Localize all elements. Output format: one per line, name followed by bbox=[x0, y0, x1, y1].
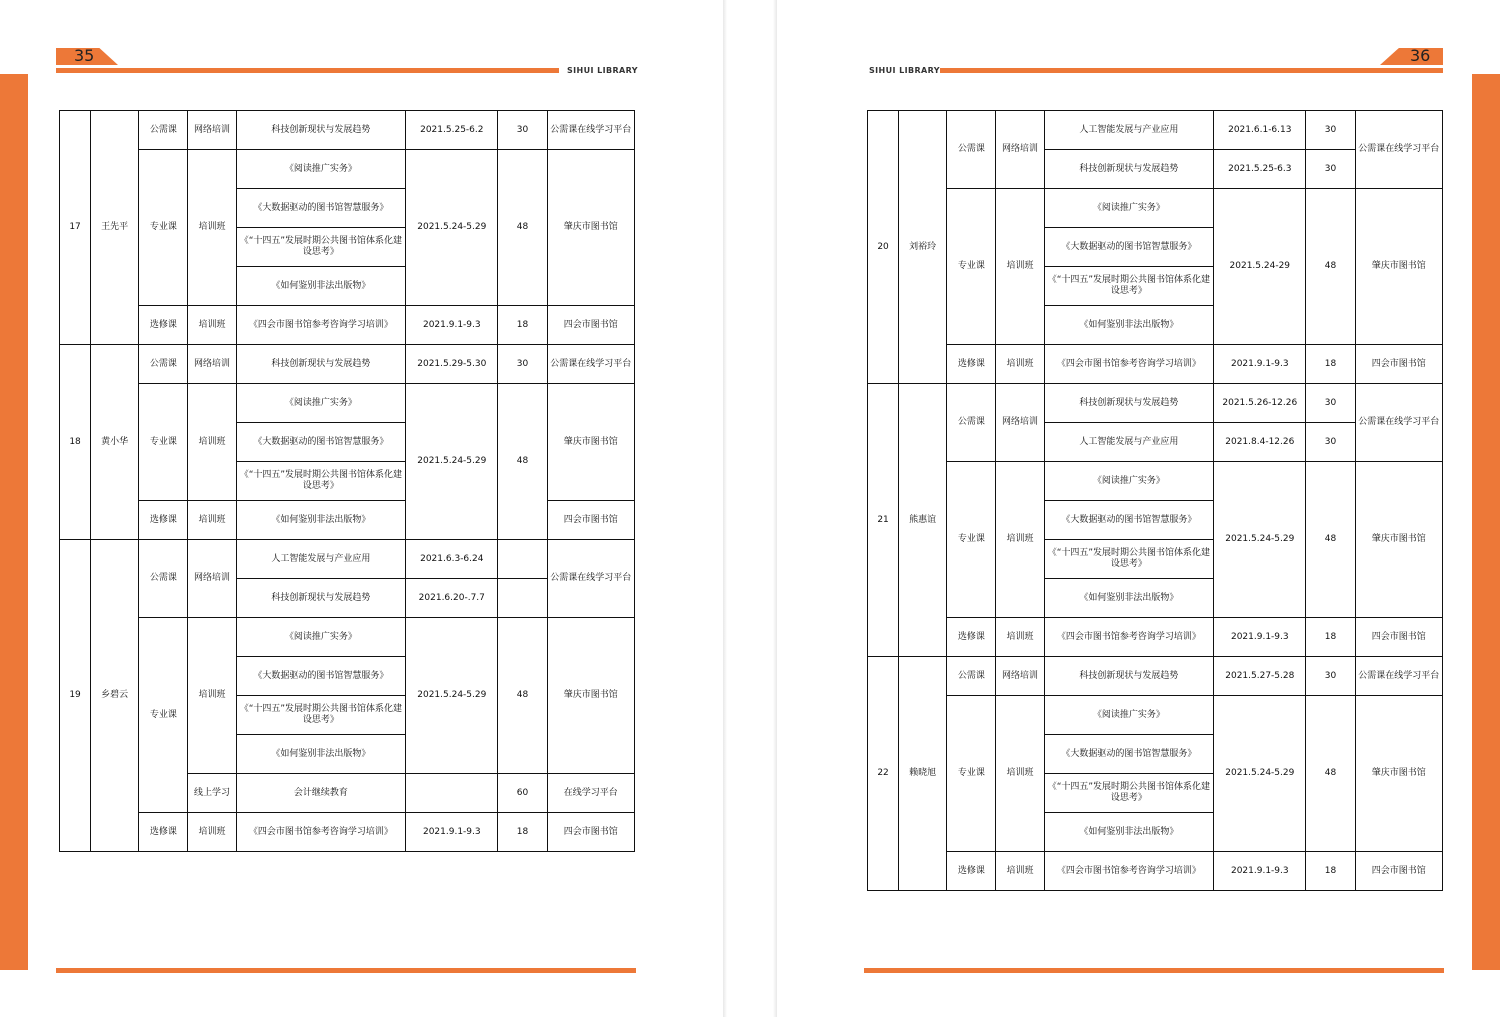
table-row bbox=[868, 657, 1443, 696]
training-form: 培训班 bbox=[996, 462, 1044, 618]
course-date: 2021.5.24-29 bbox=[1214, 189, 1306, 345]
course-date: 2021.9.1-9.3 bbox=[406, 813, 498, 852]
course-date: 2021.5.24-5.29 bbox=[406, 618, 498, 774]
training-form: 培训班 bbox=[996, 189, 1044, 345]
course-date: 2021.9.1-9.3 bbox=[1214, 852, 1306, 891]
left-training-table bbox=[59, 110, 635, 852]
course-type: 专业课 bbox=[947, 189, 996, 345]
table-row bbox=[60, 111, 635, 150]
course-venue: 肇庆市图书馆 bbox=[547, 150, 634, 306]
course-content: 《大数据驱动的图书馆智慧服务》 bbox=[1044, 735, 1214, 774]
course-content: 《“十四五”发展时期公共图书馆体系化建设思考》 bbox=[1044, 540, 1214, 579]
course-type: 选修课 bbox=[947, 618, 996, 657]
training-form: 培训班 bbox=[996, 345, 1044, 384]
course-content: 《如何鉴别非法出版物》 bbox=[1044, 579, 1214, 618]
course-venue: 公需课在线学习平台 bbox=[1355, 657, 1442, 696]
course-hours: 30 bbox=[1306, 150, 1355, 189]
course-venue: 公需课在线学习平台 bbox=[547, 540, 634, 618]
course-content: 《“十四五”发展时期公共图书馆体系化建设思考》 bbox=[236, 462, 406, 501]
table-row bbox=[60, 150, 635, 189]
course-type: 选修课 bbox=[947, 345, 996, 384]
training-form: 培训班 bbox=[188, 813, 236, 852]
course-date: 2021.6.20-.7.7 bbox=[406, 579, 498, 618]
row-number: 20 bbox=[868, 111, 899, 384]
course-content: 《阅读推广实务》 bbox=[1044, 696, 1214, 735]
course-date: 2021.5.26-12.26 bbox=[1214, 384, 1306, 423]
person-name: 刘裕玲 bbox=[899, 111, 947, 384]
course-hours: 18 bbox=[1306, 618, 1355, 657]
course-venue: 四会市图书馆 bbox=[547, 813, 634, 852]
table-row bbox=[868, 618, 1443, 657]
course-content: 《四会市图书馆参考咨询学习培训》 bbox=[1044, 618, 1214, 657]
course-hours: 30 bbox=[1306, 657, 1355, 696]
training-form: 培训班 bbox=[996, 618, 1044, 657]
course-date: 2021.5.24-5.29 bbox=[406, 150, 498, 306]
table-row bbox=[868, 345, 1443, 384]
course-hours bbox=[498, 579, 547, 618]
person-name: 赖晓旭 bbox=[899, 657, 947, 891]
course-content: 《“十四五”发展时期公共图书馆体系化建设思考》 bbox=[236, 696, 406, 735]
training-form: 网络培训 bbox=[996, 657, 1044, 696]
course-content: 《阅读推广实务》 bbox=[1044, 189, 1214, 228]
course-content: 科技创新现状与发展趋势 bbox=[236, 579, 406, 618]
course-hours: 48 bbox=[1306, 189, 1355, 345]
course-type: 专业课 bbox=[947, 462, 996, 618]
row-number: 21 bbox=[868, 384, 899, 657]
table-row bbox=[60, 813, 635, 852]
table-row bbox=[60, 501, 635, 540]
course-date: 2021.5.29-5.30 bbox=[406, 345, 498, 384]
training-form: 网络培训 bbox=[996, 384, 1044, 462]
course-content: 《四会市图书馆参考咨询学习培训》 bbox=[236, 306, 406, 345]
person-name: 黄小华 bbox=[91, 345, 139, 540]
course-content: 人工智能发展与产业应用 bbox=[1044, 423, 1214, 462]
course-venue: 肇庆市图书馆 bbox=[1355, 696, 1442, 852]
row-number: 17 bbox=[60, 111, 91, 345]
table-row bbox=[60, 618, 635, 657]
course-date: 2021.5.27-5.28 bbox=[1214, 657, 1306, 696]
course-content: 《“十四五”发展时期公共图书馆体系化建设思考》 bbox=[1044, 267, 1214, 306]
left-page-number: 35 bbox=[74, 46, 95, 65]
course-content: 《大数据驱动的图书馆智慧服务》 bbox=[1044, 228, 1214, 267]
course-venue: 肇庆市图书馆 bbox=[547, 618, 634, 774]
course-content: 《大数据驱动的图书馆智慧服务》 bbox=[236, 657, 406, 696]
course-content: 科技创新现状与发展趋势 bbox=[236, 345, 406, 384]
course-type: 选修课 bbox=[947, 852, 996, 891]
course-date: 2021.5.24-5.29 bbox=[406, 384, 498, 540]
course-venue: 四会市图书馆 bbox=[547, 306, 634, 345]
course-date: 2021.9.1-9.3 bbox=[1214, 345, 1306, 384]
course-content: 科技创新现状与发展趋势 bbox=[1044, 384, 1214, 423]
course-venue: 公需课在线学习平台 bbox=[1355, 111, 1442, 189]
book-spine-gutter bbox=[723, 0, 777, 1017]
course-hours: 48 bbox=[498, 384, 547, 540]
course-date: 2021.5.25-6.3 bbox=[1214, 150, 1306, 189]
right-footer-rule bbox=[864, 968, 1444, 973]
right-brand: SIHUI LIBRARY bbox=[869, 66, 940, 75]
table-row bbox=[60, 306, 635, 345]
row-number: 22 bbox=[868, 657, 899, 891]
person-name: 乡碧云 bbox=[91, 540, 139, 852]
course-date: 2021.5.24-5.29 bbox=[1214, 462, 1306, 618]
right-page-number: 36 bbox=[1410, 46, 1431, 65]
course-content: 《“十四五”发展时期公共图书馆体系化建设思考》 bbox=[1044, 774, 1214, 813]
training-form: 培训班 bbox=[996, 852, 1044, 891]
course-venue: 公需课在线学习平台 bbox=[547, 111, 634, 150]
course-venue: 四会市图书馆 bbox=[1355, 618, 1442, 657]
course-hours: 30 bbox=[1306, 384, 1355, 423]
course-hours: 48 bbox=[498, 150, 547, 306]
course-content: 《阅读推广实务》 bbox=[236, 618, 406, 657]
course-content: 《如何鉴别非法出版物》 bbox=[236, 501, 406, 540]
course-content: 《“十四五”发展时期公共图书馆体系化建设思考》 bbox=[236, 228, 406, 267]
training-form: 培训班 bbox=[996, 696, 1044, 852]
course-content: 《四会市图书馆参考咨询学习培训》 bbox=[1044, 345, 1214, 384]
course-type: 公需课 bbox=[947, 111, 996, 189]
training-form: 培训班 bbox=[188, 306, 236, 345]
course-content: 人工智能发展与产业应用 bbox=[1044, 111, 1214, 150]
course-venue: 四会市图书馆 bbox=[1355, 345, 1442, 384]
course-content: 《如何鉴别非法出版物》 bbox=[1044, 306, 1214, 345]
course-hours: 60 bbox=[498, 774, 547, 813]
course-content: 《大数据驱动的图书馆智慧服务》 bbox=[236, 189, 406, 228]
course-content: 《大数据驱动的图书馆智慧服务》 bbox=[236, 423, 406, 462]
left-side-bar bbox=[0, 74, 28, 970]
table-row bbox=[868, 189, 1443, 228]
course-venue: 肇庆市图书馆 bbox=[1355, 189, 1442, 345]
course-type: 公需课 bbox=[139, 345, 188, 384]
course-content: 科技创新现状与发展趋势 bbox=[1044, 150, 1214, 189]
left-header-rule bbox=[56, 68, 559, 73]
person-name: 王先平 bbox=[91, 111, 139, 345]
training-form: 网络培训 bbox=[188, 345, 236, 384]
course-hours: 18 bbox=[1306, 852, 1355, 891]
course-content: 《阅读推广实务》 bbox=[236, 384, 406, 423]
course-content: 《阅读推广实务》 bbox=[1044, 462, 1214, 501]
course-type: 选修课 bbox=[139, 306, 188, 345]
course-hours bbox=[498, 540, 547, 579]
course-venue: 公需课在线学习平台 bbox=[1355, 384, 1442, 462]
course-date: 2021.6.1-6.13 bbox=[1214, 111, 1306, 150]
left-page bbox=[0, 0, 723, 1017]
right-page bbox=[777, 0, 1500, 1017]
course-type: 选修课 bbox=[139, 501, 188, 540]
course-date: 2021.5.24-5.29 bbox=[1214, 696, 1306, 852]
course-hours: 30 bbox=[498, 345, 547, 384]
course-type: 专业课 bbox=[139, 150, 188, 306]
table-row bbox=[60, 345, 635, 384]
course-type: 专业课 bbox=[139, 384, 188, 501]
left-brand: SIHUI LIBRARY bbox=[567, 66, 638, 75]
table-row bbox=[868, 696, 1443, 735]
training-form: 培训班 bbox=[188, 501, 236, 540]
course-content: 人工智能发展与产业应用 bbox=[236, 540, 406, 579]
person-name: 熊惠谊 bbox=[899, 384, 947, 657]
course-hours: 48 bbox=[498, 618, 547, 774]
course-venue: 四会市图书馆 bbox=[1355, 852, 1442, 891]
training-form: 培训班 bbox=[188, 618, 236, 774]
course-date: 2021.8.4-12.26 bbox=[1214, 423, 1306, 462]
course-type: 公需课 bbox=[947, 657, 996, 696]
training-form: 培训班 bbox=[188, 150, 236, 306]
course-content: 《如何鉴别非法出版物》 bbox=[1044, 813, 1214, 852]
course-date bbox=[406, 774, 498, 813]
row-number: 19 bbox=[60, 540, 91, 852]
left-footer-rule bbox=[56, 968, 636, 973]
course-content: 《如何鉴别非法出版物》 bbox=[236, 267, 406, 306]
table-row bbox=[868, 111, 1443, 150]
training-form: 培训班 bbox=[188, 384, 236, 501]
training-form: 网络培训 bbox=[188, 540, 236, 618]
course-hours: 48 bbox=[1306, 696, 1355, 852]
training-form: 网络培训 bbox=[188, 111, 236, 150]
course-content: 《四会市图书馆参考咨询学习培训》 bbox=[236, 813, 406, 852]
course-hours: 30 bbox=[1306, 111, 1355, 150]
course-content: 《大数据驱动的图书馆智慧服务》 bbox=[1044, 501, 1214, 540]
course-content: 《四会市图书馆参考咨询学习培训》 bbox=[1044, 852, 1214, 891]
course-content: 《阅读推广实务》 bbox=[236, 150, 406, 189]
right-header-rule bbox=[940, 68, 1443, 73]
course-type: 公需课 bbox=[947, 384, 996, 462]
right-training-table bbox=[867, 110, 1443, 891]
row-number: 18 bbox=[60, 345, 91, 540]
right-side-bar bbox=[1472, 74, 1500, 970]
course-content: 会计继续教育 bbox=[236, 774, 406, 813]
course-hours: 30 bbox=[498, 111, 547, 150]
course-hours: 18 bbox=[498, 813, 547, 852]
table-row bbox=[868, 852, 1443, 891]
table-row bbox=[60, 540, 635, 579]
course-content: 科技创新现状与发展趋势 bbox=[236, 111, 406, 150]
course-venue: 肇庆市图书馆 bbox=[547, 384, 634, 501]
course-content: 《如何鉴别非法出版物》 bbox=[236, 735, 406, 774]
training-form: 线上学习 bbox=[188, 774, 236, 813]
course-venue: 公需课在线学习平台 bbox=[547, 345, 634, 384]
table-row bbox=[868, 462, 1443, 501]
course-content: 科技创新现状与发展趋势 bbox=[1044, 657, 1214, 696]
course-date: 2021.5.25-6.2 bbox=[406, 111, 498, 150]
course-hours: 18 bbox=[498, 306, 547, 345]
course-date: 2021.9.1-9.3 bbox=[406, 306, 498, 345]
course-type: 专业课 bbox=[139, 618, 188, 813]
course-date: 2021.6.3-6.24 bbox=[406, 540, 498, 579]
course-type: 公需课 bbox=[139, 540, 188, 618]
course-type: 专业课 bbox=[947, 696, 996, 852]
course-hours: 30 bbox=[1306, 423, 1355, 462]
course-type: 选修课 bbox=[139, 813, 188, 852]
course-type: 公需课 bbox=[139, 111, 188, 150]
course-venue: 四会市图书馆 bbox=[547, 501, 634, 540]
table-row bbox=[60, 384, 635, 423]
table-row bbox=[868, 384, 1443, 423]
course-hours: 48 bbox=[1306, 462, 1355, 618]
course-venue: 在线学习平台 bbox=[547, 774, 634, 813]
training-form: 网络培训 bbox=[996, 111, 1044, 189]
course-date: 2021.9.1-9.3 bbox=[1214, 618, 1306, 657]
course-venue: 肇庆市图书馆 bbox=[1355, 462, 1442, 618]
course-hours: 18 bbox=[1306, 345, 1355, 384]
